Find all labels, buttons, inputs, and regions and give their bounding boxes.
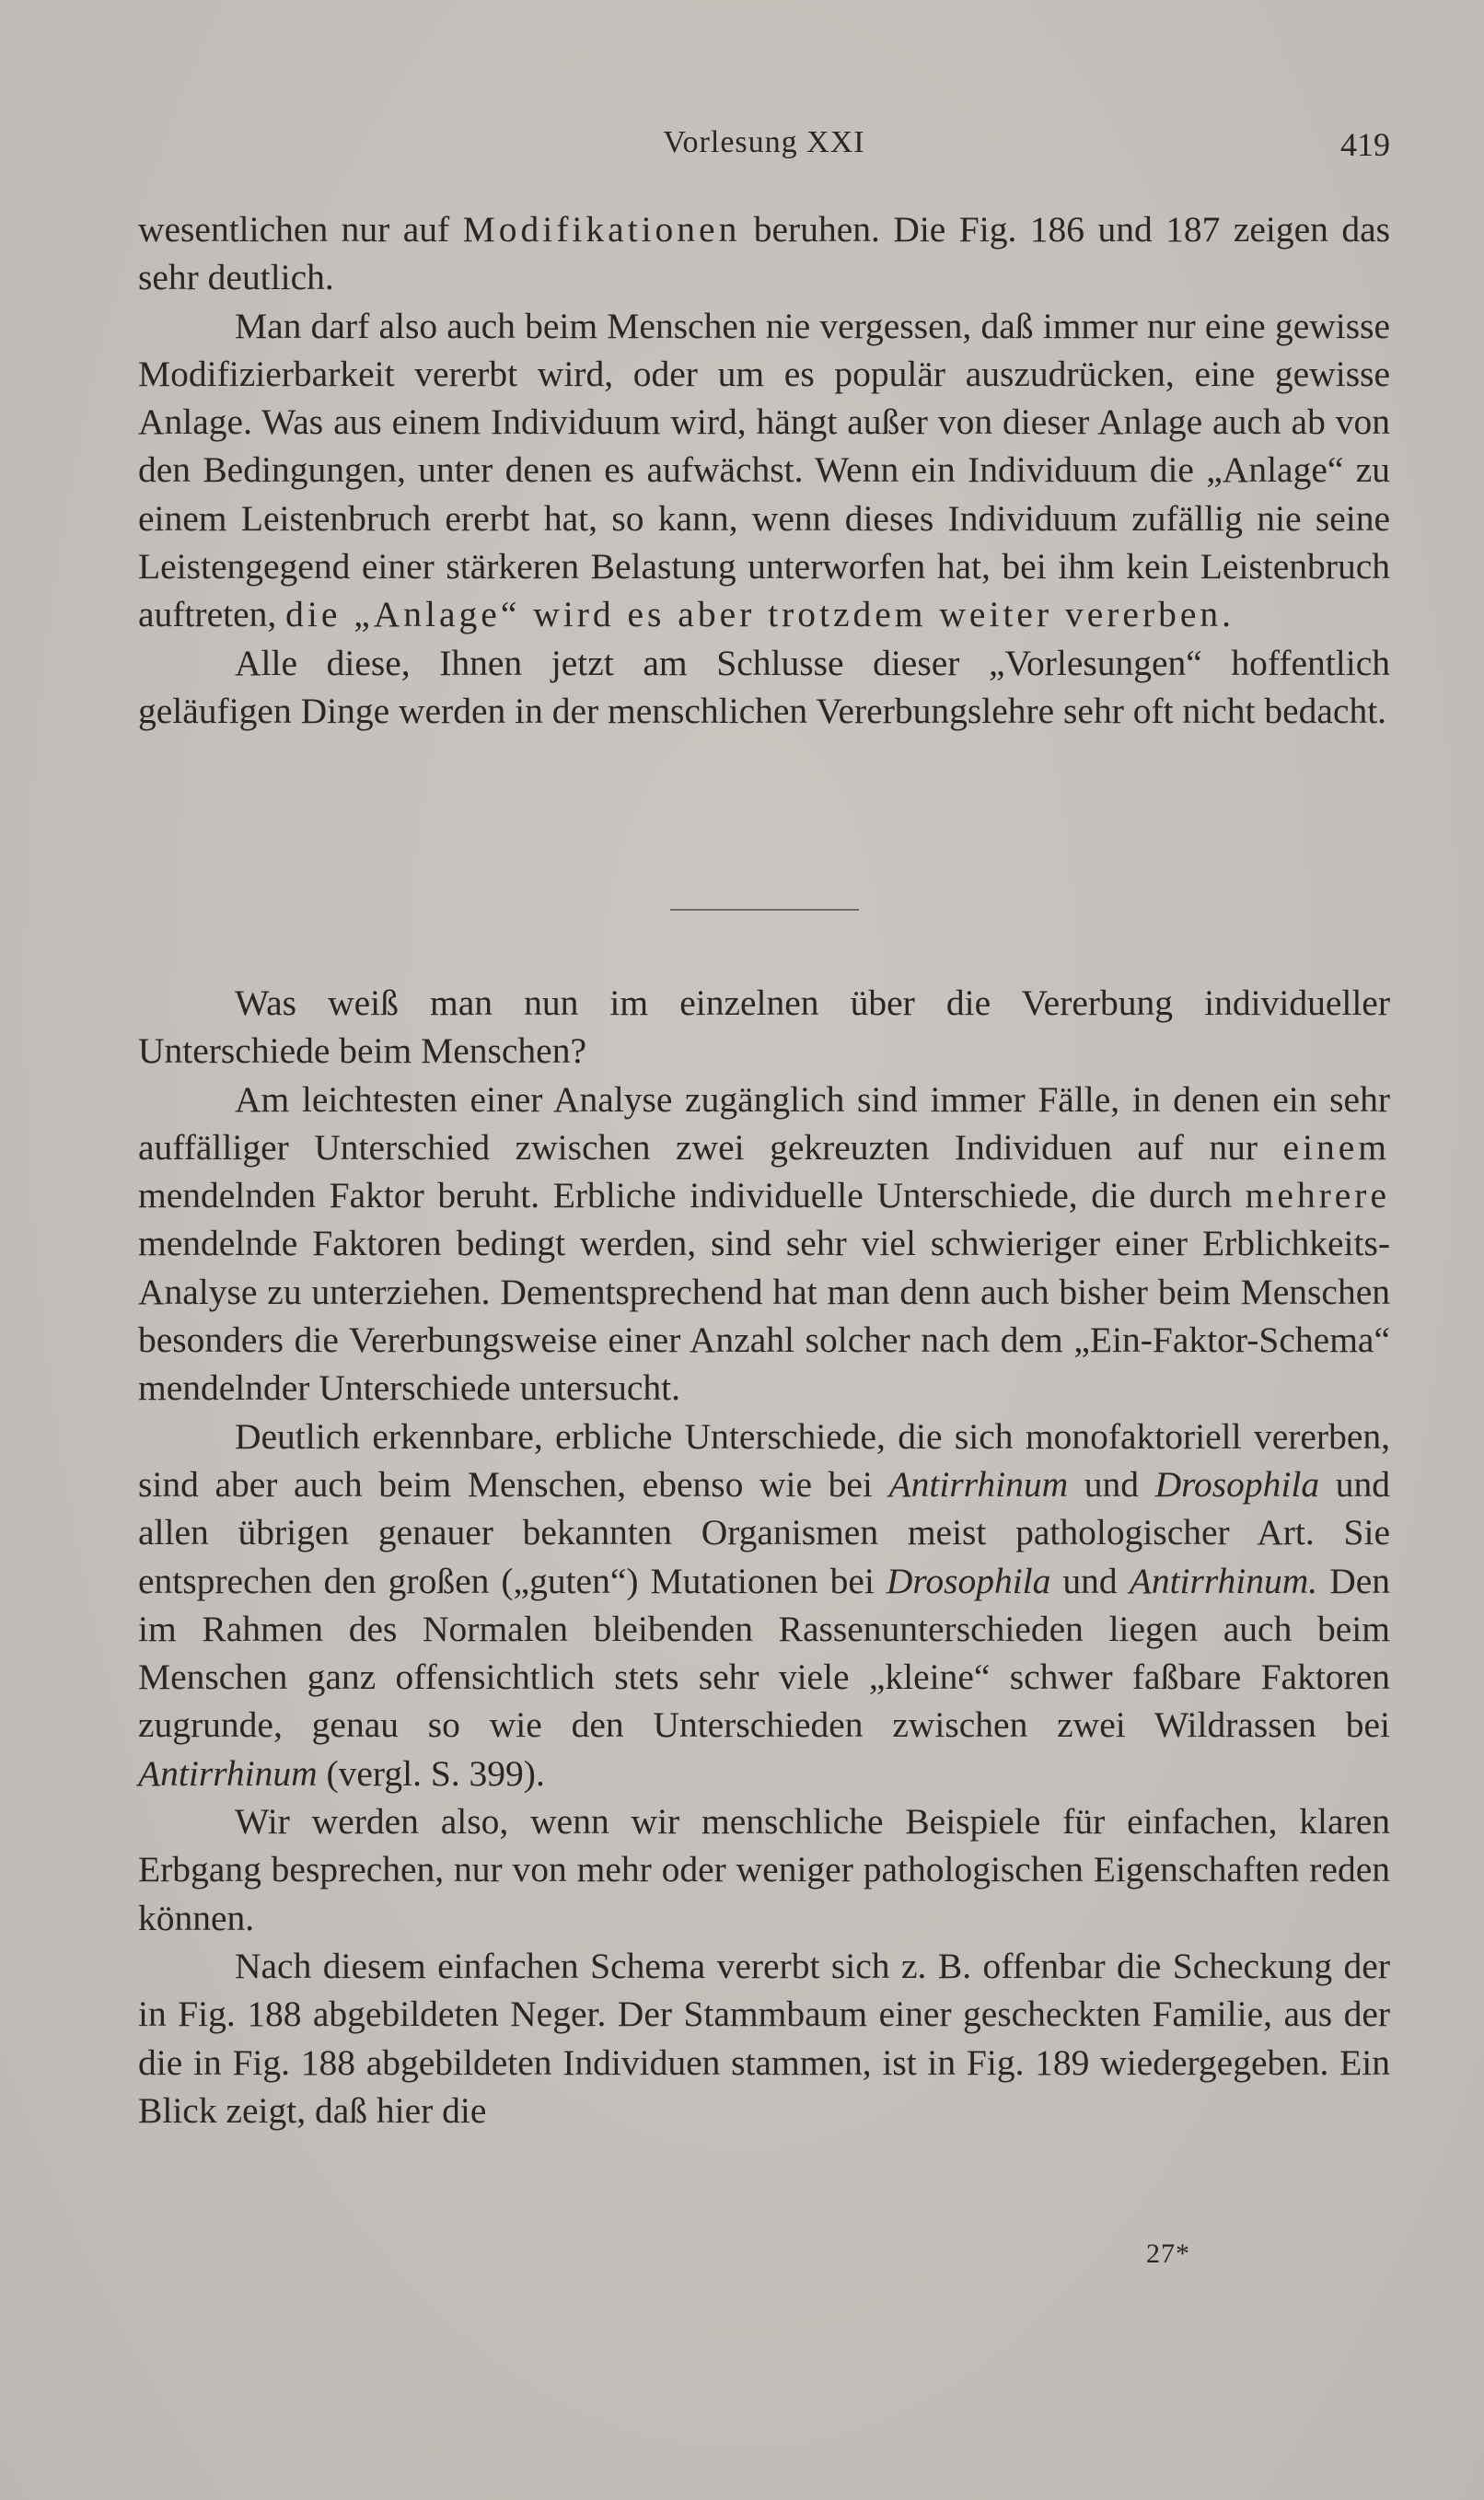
emphasis-text: mehrere [1245,1175,1390,1216]
paragraph [138,205,1390,302]
page-number: 419 [1340,126,1390,163]
text-run: Man darf also auch beim Menschen nie vergessen, daß immer nur eine gewisse Modifizierbarkeit vererbt wird, oder um es populär auszudrücken, eine gewisse Anlage. Was aus einem Individuum wird, hängt außer von dieser Anlage auch ab von den Bedingungen, unter denen es aufwächst. Wenn ein Individuum die „Anlage“ zu einem Leistenbruch ererbt hat, so kann, wenn dieses Individuum zufällig nie seine Leistengegend einer stärkeren Belastung unterworfen hat, bei ihm kein Leistenbruch auftreten, [138,305,1390,635]
text-run: und [1050,1560,1130,1601]
text-run: und [1068,1463,1155,1505]
emphasis-text: die „Anlage“ wird es aber trotzdem weiter vererben. [285,594,1235,635]
text-run: mendelnden Faktor beruht. Erbliche individuelle Unterschiede, die durch [138,1175,1246,1216]
text-run: mendelnde Faktoren bedingt werden, sind sehr viel schwieriger einer Erblichkeits-Analyse zu unterziehen. Dementsprechend hat man denn auch bisher beim Menschen besonders die Vererbungsweise einer Anzahl solcher nach dem „Ein-Faktor-Schema“ mendelnder Unterschiede untersucht. [138,1223,1390,1409]
genus-name: Drosophila [886,1560,1051,1601]
emphasis-text: einem [1282,1126,1390,1168]
emphasis-text: Modifikationen [462,209,741,250]
signature-mark: 27* [1146,2238,1190,2269]
paragraph: Wir werden also, wenn wir menschliche Beispiele für einfachen, klaren Erbgang besprechen, nur von mehr oder weniger pathologischen Eigenschaften reden können. [138,1801,1390,1938]
running-title: Vorlesung XXI [663,125,865,159]
section-after-break [138,979,1390,2134]
text-run: Deutlich erkennbare, erbliche Unterschiede, die sich monofaktoriell vererben, sind aber auch beim Menschen, ebenso wie bei [138,1415,1390,1505]
text-run: (vergl. S. 399). [317,1752,545,1794]
paragraph [138,1076,1390,1413]
paragraph: Was weiß man nun im einzelnen über die Vererbung individueller Unterschiede beim Menschen? [138,983,1390,1072]
section-separator-rule [670,909,859,911]
genus-name: Antirrhinum [138,1752,318,1794]
genus-name: Drosophila [1154,1463,1320,1505]
text-run: Am leichtesten einer Analyse zugänglich sind immer Fälle, in denen ein sehr auffälliger Unterschied zwischen zwei gekreuzten Individuen auf nur [138,1078,1390,1168]
section-before-break [138,205,1390,735]
paragraph: Nach diesem einfachen Schema vererbt sich z. B. offenbar die Scheckung der in Fig. 188 abgebildeten Neger. Der Stammbaum einer gescheckten Familie, aus der die in Fig. 188 abgebildeten Individuen stammen, ist in Fig. 189 wiedergegeben. Ein Blick zeigt, daß hier die [138,1945,1390,2131]
text-run: wesentlichen nur auf [138,209,463,250]
genus-name: Antirrhinum. [1129,1560,1318,1601]
paragraph [138,302,1390,639]
page-header [138,125,1390,166]
text-run: beruhen. Die Fig. 186 und 187 zeigen das sehr deutlich. [138,209,1390,298]
paragraph [138,1413,1390,1797]
paragraph: Alle diese, Ihnen jetzt am Schlusse dieser „Vorlesungen“ hoffentlich geläufigen Dinge werden in der menschlichen Vererbungslehre sehr oft nicht bedacht. [138,642,1390,731]
text-run: Den im Rahmen des Normalen bleibenden Rassenunterschieden liegen auch beim Menschen ganz offensichtlich stets sehr viele „kleine“ schwer faßbare Faktoren zugrunde, genau so wie den Unterschieden zwischen zwei Wildrassen bei [138,1560,1391,1746]
genus-name: Antirrhinum [888,1463,1069,1505]
text-run: und allen übrigen genauer bekannten Organismen meist pathologischer Art. Sie entsprechen den großen („guten“) Mutationen bei [138,1463,1391,1601]
